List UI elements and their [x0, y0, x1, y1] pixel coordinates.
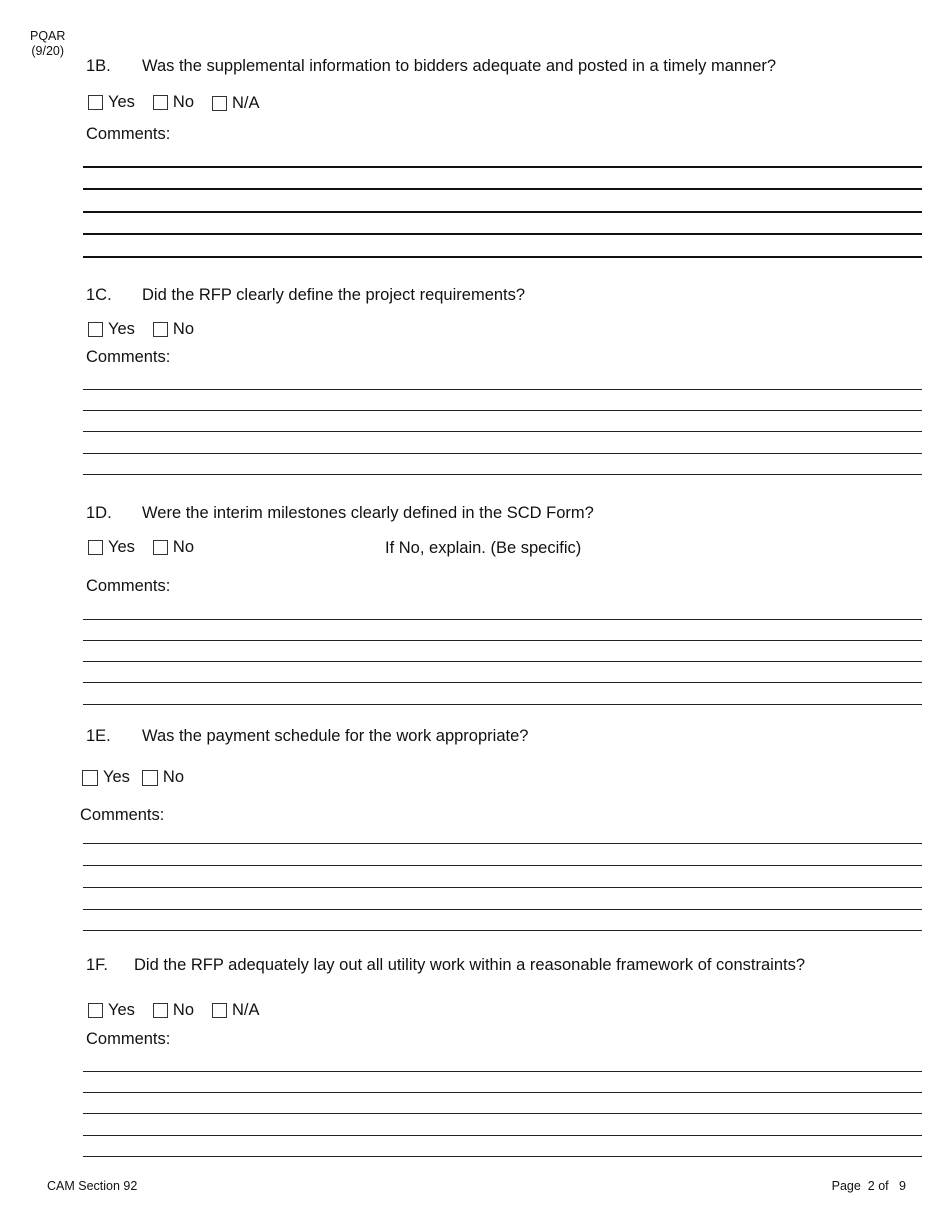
answer-options — [82, 768, 202, 787]
comments-label: Comments: — [86, 125, 171, 143]
comment-line[interactable] — [83, 1071, 922, 1072]
checkbox[interactable] — [88, 95, 103, 110]
form-code-label: PQAR — [30, 29, 66, 43]
checkbox[interactable] — [153, 540, 168, 555]
question-text: Were the interim milestones clearly defined in the SCD Form? — [142, 504, 594, 522]
option-no[interactable]: No — [153, 320, 194, 339]
question-number: 1E. — [86, 727, 111, 745]
comments-label: Comments: — [86, 577, 171, 595]
checkbox[interactable] — [153, 322, 168, 337]
checkbox[interactable] — [88, 322, 103, 337]
comment-line[interactable] — [83, 1135, 922, 1136]
question-number: 1C. — [86, 286, 112, 304]
answer-options — [88, 1001, 278, 1020]
comments-label: Comments: — [86, 1030, 171, 1048]
comment-line[interactable] — [83, 682, 922, 683]
comments-label: Comments: — [86, 348, 171, 366]
comment-line[interactable] — [83, 188, 922, 190]
question-text: Was the payment schedule for the work appropriate? — [142, 727, 529, 745]
comment-line[interactable] — [83, 909, 922, 910]
option-na[interactable]: N/A — [212, 94, 260, 113]
comment-line[interactable] — [83, 1113, 922, 1114]
checkbox[interactable] — [88, 540, 103, 555]
comment-line[interactable] — [83, 640, 922, 641]
comment-line[interactable] — [83, 843, 922, 844]
comment-line[interactable] — [83, 166, 922, 168]
checkbox[interactable] — [88, 1003, 103, 1018]
comment-line[interactable] — [83, 233, 922, 235]
comment-line[interactable] — [83, 389, 922, 390]
form-code — [30, 29, 65, 59]
comment-line[interactable] — [83, 453, 922, 454]
comments-label: Comments: — [80, 806, 165, 824]
checkbox[interactable] — [212, 96, 227, 111]
comment-line[interactable] — [83, 431, 922, 432]
option-yes[interactable]: Yes — [88, 538, 135, 557]
answer-options — [88, 320, 212, 339]
comment-line[interactable] — [83, 410, 922, 411]
option-yes[interactable]: Yes — [88, 1001, 135, 1020]
option-no[interactable]: No — [153, 538, 194, 557]
checkbox[interactable] — [142, 770, 158, 786]
answer-options — [88, 91, 278, 113]
question-number: 1F. — [86, 956, 109, 974]
checkbox[interactable] — [82, 770, 98, 786]
option-yes[interactable]: Yes — [88, 93, 135, 112]
question-text: Did the RFP clearly define the project requirements? — [142, 286, 526, 304]
checkbox[interactable] — [153, 95, 168, 110]
question-number: 1D. — [86, 504, 112, 522]
comment-line[interactable] — [83, 930, 922, 931]
question-number: 1B. — [86, 57, 111, 75]
form-revision: (9/20) — [31, 44, 65, 58]
question-text: Was the supplemental information to bidders adequate and posted in a timely manner? — [142, 57, 777, 75]
comment-line[interactable] — [83, 619, 922, 620]
comment-line[interactable] — [83, 1156, 922, 1157]
comment-line[interactable] — [83, 887, 922, 888]
footer-section: CAM Section 92 — [47, 1179, 138, 1193]
option-yes[interactable]: Yes — [88, 320, 135, 339]
checkbox[interactable] — [153, 1003, 168, 1018]
comment-line[interactable] — [83, 704, 922, 705]
comment-line[interactable] — [83, 661, 922, 662]
option-na[interactable]: N/A — [212, 1001, 260, 1020]
checkbox[interactable] — [212, 1003, 227, 1018]
explain-note: If No, explain. (Be specific) — [385, 539, 582, 557]
comment-line[interactable] — [83, 211, 922, 213]
footer-page-number: Page 2 of 9 — [831, 1179, 906, 1193]
answer-options — [88, 538, 212, 557]
comment-line[interactable] — [83, 865, 922, 866]
comment-line[interactable] — [83, 474, 922, 475]
option-no[interactable]: No — [153, 93, 194, 112]
comment-line[interactable] — [83, 1092, 922, 1093]
option-no[interactable]: No — [153, 1001, 194, 1020]
option-yes[interactable]: Yes — [82, 768, 130, 787]
option-no[interactable]: No — [142, 768, 184, 787]
comment-line[interactable] — [83, 256, 922, 258]
question-text: Did the RFP adequately lay out all utility work within a reasonable framework of constraints? — [134, 956, 806, 974]
